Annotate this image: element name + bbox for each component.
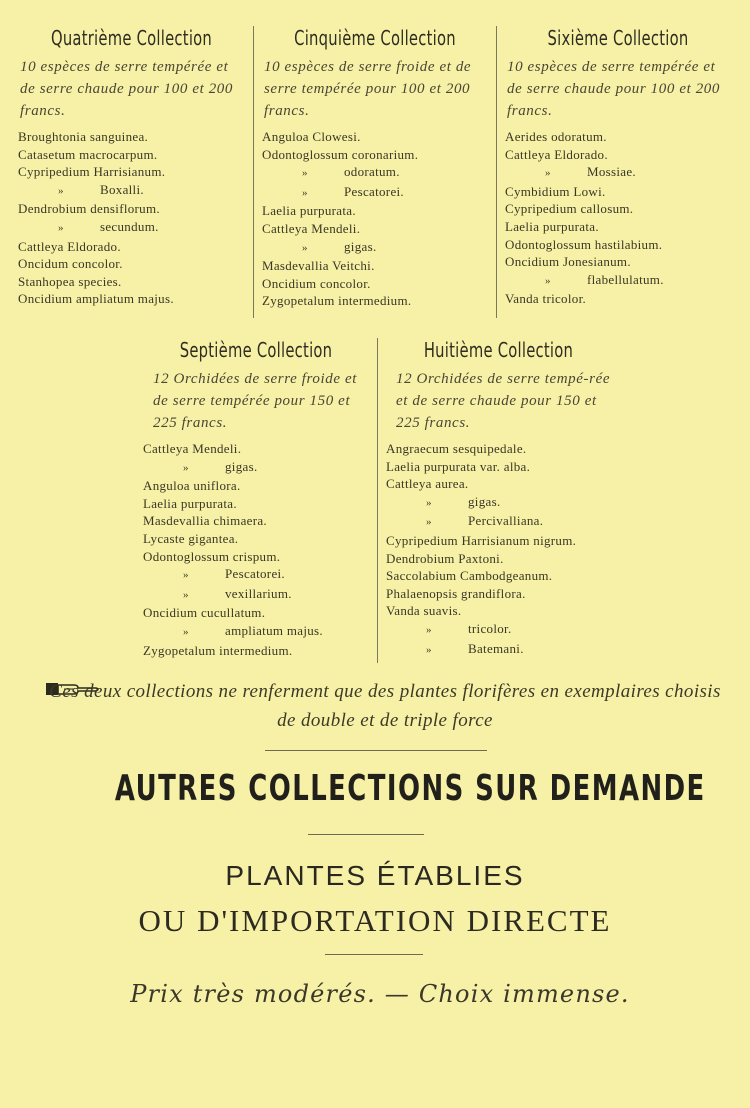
species-name: Cypripedium Harrisianum.	[18, 164, 166, 180]
species-list	[505, 128, 731, 308]
collection-8	[377, 338, 619, 663]
species-name: Cypripedium Harrisianum nigrum.	[386, 532, 577, 548]
species-item	[262, 202, 488, 220]
ditto-mark: »	[545, 167, 551, 180]
species-item	[262, 257, 488, 275]
collection-title: Cinquième Collection	[294, 26, 456, 50]
species-item	[386, 602, 611, 620]
species-name: vexillarium.	[225, 585, 292, 601]
species-item	[386, 532, 611, 550]
species-name: tricolor.	[468, 620, 512, 636]
ditto-mark: »	[58, 184, 64, 197]
collection-description: 10 espèces de serre tempérée et de serre chaude pour 100 et 200 francs.	[20, 59, 234, 119]
ditto-mark: »	[426, 516, 432, 529]
species-name: Zygopetalum intermedium.	[262, 293, 412, 309]
species-item	[386, 585, 611, 603]
species-item	[505, 200, 731, 218]
species-item	[505, 218, 731, 236]
species-item	[143, 548, 369, 566]
species-item	[386, 512, 611, 532]
collection-description: 10 espèces de serre froide et de serre tempérée pour 100 et 200 francs.	[264, 59, 472, 119]
divider	[325, 954, 423, 955]
ditto-mark: »	[183, 461, 189, 474]
collection-description: 12 Orchidées de serre froide et de serre tempérée pour 150 et 225 francs.	[153, 371, 357, 431]
collections-mid-row	[135, 338, 620, 663]
species-name: Mossiae.	[587, 164, 636, 180]
ditto-mark: »	[426, 496, 432, 509]
species-list	[18, 128, 245, 308]
species-name: Stanhopea species.	[18, 273, 122, 289]
species-item	[18, 200, 245, 218]
species-name: Dendrobium densiflorum.	[18, 201, 160, 217]
species-name: gigas.	[344, 238, 377, 254]
species-item	[262, 275, 488, 293]
species-list	[143, 440, 369, 659]
collection-description: 10 espèces de serre tempérée et de serre chaude pour 100 et 200 francs.	[507, 59, 721, 119]
species-name: secundum.	[100, 218, 159, 234]
species-name: Vanda tricolor.	[505, 291, 587, 307]
ditto-mark: »	[545, 274, 551, 287]
species-item	[18, 255, 245, 273]
species-item	[143, 440, 369, 458]
species-name: Vanda suavis.	[386, 603, 462, 619]
species-item	[143, 604, 369, 622]
species-name: Oncidium ampliatum majus.	[18, 291, 174, 307]
ditto-mark: »	[183, 625, 189, 638]
species-name: Catasetum macrocarpum.	[18, 146, 158, 162]
divider	[265, 750, 487, 751]
species-name: Boxalli.	[100, 181, 144, 197]
species-item	[143, 622, 369, 642]
species-item	[386, 475, 611, 493]
species-item	[505, 163, 731, 183]
species-name: Masdevallia chimaera.	[143, 513, 267, 529]
species-name: Anguloa Clowesi.	[262, 129, 361, 144]
species-item	[505, 253, 731, 271]
species-item	[262, 238, 488, 258]
ditto-mark: »	[302, 241, 308, 254]
species-name: Pescatorei.	[344, 183, 404, 199]
tagline: Prix très modérés. — Choix immense.	[130, 980, 630, 1008]
species-item	[18, 146, 245, 164]
species-item	[18, 181, 245, 201]
species-name: Cattleya Eldorado.	[505, 146, 608, 162]
species-item	[143, 565, 369, 585]
collection-5	[253, 26, 496, 318]
species-name: Dendrobium Paxtoni.	[386, 550, 504, 566]
species-name: Laelia purpurata var. alba.	[386, 458, 531, 474]
species-item	[505, 128, 731, 146]
species-item	[386, 493, 611, 513]
species-item	[18, 273, 245, 291]
ditto-mark: »	[183, 588, 189, 601]
species-name: Odontoglossum coronarium.	[262, 146, 419, 162]
species-item	[386, 458, 611, 476]
species-name: Phalaenopsis grandiflora.	[386, 585, 526, 601]
species-name: Anguloa uniflora.	[143, 478, 241, 494]
ditto-mark: »	[302, 167, 308, 180]
collection-title: Quatrième Collection	[50, 26, 213, 50]
species-name: Batemani.	[468, 640, 524, 656]
species-item	[505, 290, 731, 308]
species-name: Laelia purpurata.	[505, 218, 599, 234]
species-item	[505, 271, 731, 291]
collection-title: Huitième Collection	[423, 338, 574, 362]
species-item	[262, 163, 488, 183]
species-name: Saccolabium Cambodgeanum.	[386, 568, 553, 584]
species-name: Cattleya aurea.	[386, 476, 469, 492]
species-item	[18, 290, 245, 308]
species-name: Pescatorei.	[225, 566, 285, 582]
species-item	[143, 642, 369, 660]
species-item	[386, 640, 611, 660]
headline	[0, 768, 750, 809]
ditto-mark: »	[426, 643, 432, 656]
species-item	[262, 146, 488, 164]
collection-title: Septième Collection	[179, 338, 333, 362]
species-list	[262, 128, 488, 310]
species-name: Odontoglossum crispum.	[143, 548, 281, 564]
species-name: Masdevallia Veitchi.	[262, 258, 375, 274]
species-item	[143, 585, 369, 605]
ditto-mark: »	[183, 569, 189, 582]
species-name: Oncidium cucullatum.	[143, 605, 266, 621]
species-name: gigas.	[225, 458, 258, 474]
species-item	[143, 512, 369, 530]
species-item	[386, 440, 611, 458]
species-item	[143, 477, 369, 495]
species-name: gigas.	[468, 493, 501, 509]
species-name: Oncidium concolor.	[262, 275, 371, 291]
collections-note: Ces deux collections ne renferment que des plantes florifères en exemplaires choisis de double et de triple force	[49, 681, 721, 731]
species-item	[386, 550, 611, 568]
species-name: odoratum.	[344, 164, 400, 180]
species-item	[143, 530, 369, 548]
species-name: Laelia purpurata.	[262, 203, 356, 219]
ditto-mark: »	[302, 186, 308, 199]
species-item	[143, 458, 369, 478]
species-item	[18, 163, 245, 181]
divider	[308, 834, 424, 835]
species-name: Cattleya Mendeli.	[143, 441, 242, 456]
collections-top-row	[10, 26, 740, 318]
species-item	[18, 238, 245, 256]
collection-title: Sixième Collection	[547, 26, 689, 50]
species-name: Angraecum sesquipedale.	[386, 441, 527, 456]
species-name: Cattleya Eldorado.	[18, 238, 121, 254]
collection-7	[135, 338, 377, 663]
species-item	[262, 128, 488, 146]
ditto-mark: »	[426, 623, 432, 636]
species-name: Cymbidium Lowi.	[505, 183, 606, 199]
species-item	[505, 236, 731, 254]
species-name: Oncidium Jonesianum.	[505, 254, 631, 270]
species-item	[18, 218, 245, 238]
species-item	[505, 146, 731, 164]
species-name: Lycaste gigantea.	[143, 530, 239, 546]
species-name: Zygopetalum intermedium.	[143, 642, 293, 658]
species-name: Aerides odoratum.	[505, 129, 607, 144]
ditto-mark: »	[58, 221, 64, 234]
collection-6	[496, 26, 739, 318]
species-name: Odontoglossum hastilabium.	[505, 236, 663, 252]
species-item	[262, 292, 488, 310]
species-item	[18, 128, 245, 146]
species-item	[386, 620, 611, 640]
species-name: Cypripedium callosum.	[505, 201, 634, 217]
species-name: Oncidum concolor.	[18, 256, 123, 272]
subheading-established: PLANTES ÉTABLIES	[225, 860, 525, 891]
species-name: ampliatum majus.	[225, 622, 323, 638]
collection-4	[10, 26, 253, 318]
species-item	[143, 495, 369, 513]
species-item	[262, 183, 488, 203]
species-name: Laelia purpurata.	[143, 495, 237, 511]
species-item	[386, 567, 611, 585]
species-list	[386, 440, 611, 659]
species-name: Broughtonia sanguinea.	[18, 129, 149, 144]
species-item	[262, 220, 488, 238]
species-name: Percivalliana.	[468, 513, 544, 529]
headline-text: AUTRES COLLECTIONS SUR DEMANDE	[114, 768, 706, 809]
species-name: flabellulatum.	[587, 271, 664, 287]
species-name: Cattleya Mendeli.	[262, 220, 361, 236]
subheading-import: OU D'IMPORTATION DIRECTE	[138, 903, 612, 938]
species-item	[505, 183, 731, 201]
collection-description: 12 Orchidées de serre tempé-rée et de serre chaude pour 150 et 225 francs.	[396, 371, 611, 431]
